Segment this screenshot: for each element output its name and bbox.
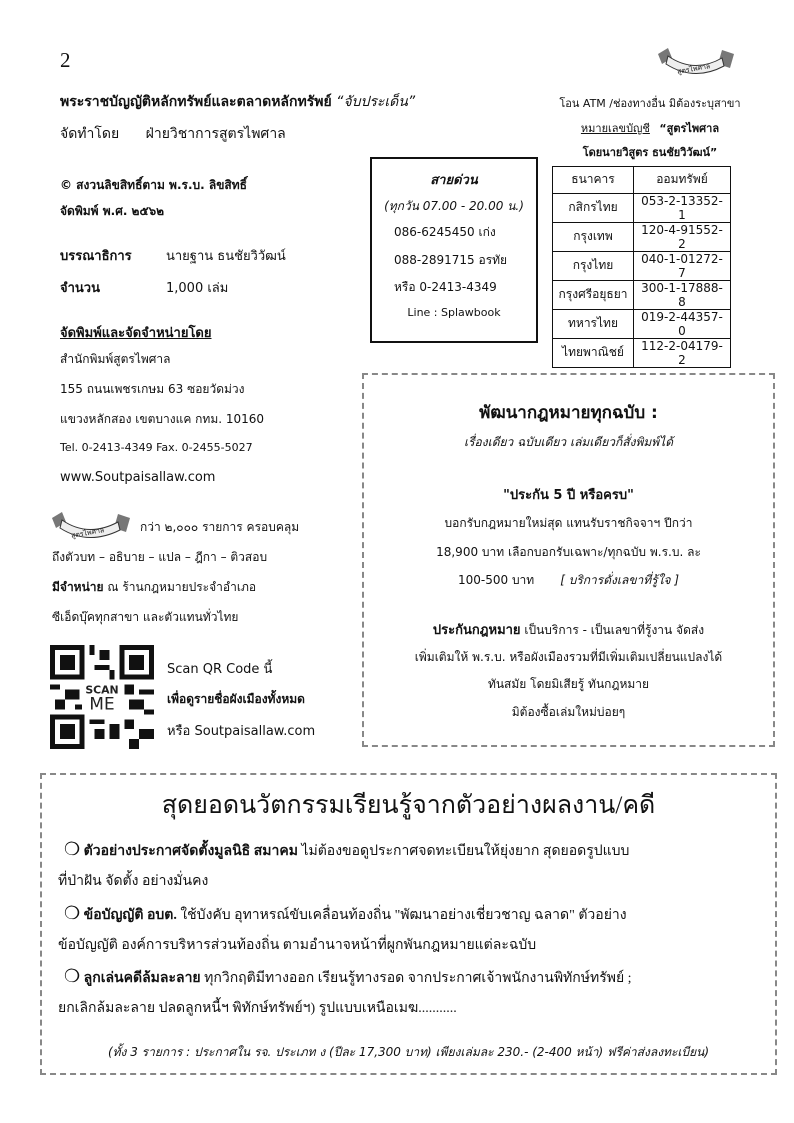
document-title (60, 91, 415, 113)
dev-p2-line-3: ทันสมัย โดยมิเสียรู้ ทันกฎหมาย (487, 677, 650, 691)
dev-p2-text: เป็นบริการ - เป็นเลขาที่รู้งาน จัดส่ง (520, 623, 705, 637)
soutpaisal-logo-icon (48, 508, 134, 542)
title-quote: “จับประเด็น” (336, 94, 416, 110)
dev-title: พัฒนากฎหมายทุกฉบับ : (479, 403, 658, 423)
dev-subtitle: เรื่องเดียว ฉบับเดียว เล่มเดียวก็สั่งพิมพ์ได้ (463, 435, 673, 449)
dev-p2-bold: ประกันกฎหมาย (432, 623, 521, 638)
promo-line-4: ซีเอ็ดบุ๊คทุกสาขา และตัวแทนทั่วไทย (52, 610, 239, 624)
table-row (553, 222, 731, 251)
bank-account-table (552, 166, 731, 368)
bank-name: กรุงศรีอยุธยา (553, 280, 634, 309)
prepared-by-value: ฝ่ายวิชาการสูตรไพศาล (145, 126, 286, 142)
item-2-cont: ข้อบัญญัติ องค์การบริหารส่วนท้องถิ่น ตามอำนาจหน้าที่ผูกพันกฎหมายแต่ละฉบับ (58, 938, 537, 953)
table-row (553, 251, 731, 280)
account-number: 300-1-17888-8 (634, 280, 731, 309)
circle-bullet-icon: ❍ (64, 966, 81, 986)
item-2-text: ใช้บังคับ อุทาหรณ์ขับเคลื่อนท้องถิ่น "พัฒนาอย่างเชี่ยวชาญ ฉลาด" ตัวอย่าง (176, 908, 627, 923)
item-1-bold: ตัวอย่างประกาศจัดตั้งมูลนิธิ สมาคม (83, 844, 298, 859)
item-1-text: ไม่ต้องขอดูประกาศจดทะเบียนให้ยุ่งยาก สุดยอดรูปแบบ (297, 844, 630, 859)
header-savings: ออมทรัพย์ (634, 167, 731, 194)
item-2 (64, 903, 627, 926)
item-1-cont: ที่ป่าฝัน จัดตั้ง อย่างมั่นคง (58, 874, 209, 889)
qr-badge-top: SCAN (85, 683, 119, 697)
account-name-1: “สูตรไพศาล (659, 122, 720, 135)
dev-service-note: [ บริการดั่งเลขาที่รู้ใจ ] (560, 573, 680, 587)
hotline-line-id: Line : Splawbook (407, 306, 501, 319)
publisher-address-1: 155 ถนนเพชรเกษม 63 ซอยวัดม่วง (60, 382, 245, 396)
qr-line-1: Scan QR Code นี้ (167, 662, 273, 677)
editor (60, 245, 286, 266)
item-3-cont: ยกเลิกล้มละลาย ปลดลูกหนี้ฯ พิทักษ์ทรัพย์ฯ) รูปแบบเหนือเมฆ........... (58, 1001, 457, 1016)
dev-p1-line-1: บอกรับกฎหมายใหม่สุด แทนรับราชกิจจาฯ ปีกว่า (444, 516, 693, 530)
quantity-label: จำนวน (60, 281, 100, 296)
header-bank: ธนาคาร (553, 167, 634, 194)
item-2-bold: ข้อบัญญัติ อบต. (83, 908, 177, 923)
promo-line-2: ถึงตัวบท – อธิบาย – แปล – ฎีกา – ติวสอบ (52, 550, 268, 564)
editor-name: นายฐาน ธนชัยวิวัฒน์ (166, 249, 286, 264)
quantity-value: 1,000 เล่ม (166, 281, 229, 296)
account-number: 040-1-01272-7 (634, 251, 731, 280)
editor-label: บรรณาธิการ (60, 249, 132, 264)
innovation-box (40, 773, 777, 1075)
hotline-phone-3: หรือ 0-2413-4349 (394, 280, 497, 294)
transfer-note: โอน ATM /ช่องทางอื่น มิต้องระบุสาขา (559, 97, 741, 110)
promo-line-3-bold: มีจำหน่าย (52, 580, 104, 594)
bank-name: ทหารไทย (553, 309, 634, 338)
publisher-website[interactable]: www.Soutpaisallaw.com (60, 470, 216, 485)
promo-line-3 (52, 578, 256, 597)
print-year: จัดพิมพ์ พ.ศ. ๒๕๖๒ (60, 204, 165, 218)
bank-name: กรุงไทย (553, 251, 634, 280)
quantity (60, 277, 228, 298)
item-3 (64, 966, 632, 989)
page-number: 2 (60, 48, 71, 72)
bank-name: กสิกรไทย (553, 193, 634, 222)
soutpaisal-logo-top-icon (654, 44, 738, 80)
item-3-text: ทุกวิกฤติมีทางออก เรียนรู้ทางรอด จากประกาศเจ้าพนักงานพิทักษ์ทรัพย์ ; (200, 971, 632, 986)
qr-code[interactable] (50, 645, 154, 749)
circle-bullet-icon: ❍ (64, 903, 81, 923)
item-1 (64, 839, 629, 862)
qr-line-2: เพื่อดูรายชื่อผังเมืองทั้งหมด (167, 692, 305, 706)
innovation-footer: (ทั้ง 3 รายการ : ประกาศใน รจ. ประเภท ง (ปีละ 17,300 บาท) เพียงเล่มละ 230.- (2-400 หน้า) ฟรีค่าส่งลงทะเบียน) (107, 1045, 710, 1059)
publisher-phone: Tel. 0-2413-4349 Fax. 0-2455-5027 (60, 441, 253, 454)
logo-top-text: สูตรไพศาล (676, 62, 711, 76)
hotline-phone-1: 086-6245450 เก่ง (394, 225, 496, 239)
account-name-2: โดยนายวิสูตร ธนชัยวิวัฒน์” (582, 146, 718, 159)
table-row (553, 309, 731, 338)
bank-name: กรุงเทพ (553, 222, 634, 251)
law-development-box (362, 373, 775, 747)
dev-p2-line-4: มิต้องซื้อเล่มใหม่บ่อยๆ (511, 705, 626, 719)
account-number: 120-4-91552-2 (634, 222, 731, 251)
table-header-row (553, 167, 731, 194)
circle-bullet-icon: ❍ (64, 839, 81, 859)
publisher-heading: จัดพิมพ์และจัดจำหน่ายโดย (60, 326, 212, 341)
promo-line-3-text: ณ ร้านกฎหมายประจำอำเภอ (103, 580, 257, 594)
copyright: © สงวนลิขสิทธิ์ตาม พ.ร.บ. ลิขสิทธิ์ (60, 178, 247, 192)
account-number: 019-2-44357-0 (634, 309, 731, 338)
prepared-by (60, 123, 286, 145)
title-text: พระราชบัญญัติหลักทรัพย์และตลาดหลักทรัพย์ (60, 94, 332, 110)
promo-line-1: กว่า ๒,๐๐๐ รายการ ครอบคลุม (140, 520, 300, 534)
innovation-title: สุดยอดนวัตกรรมเรียนรู้จากตัวอย่างผลงาน/คดี (161, 792, 656, 819)
publisher-name: สำนักพิมพ์สูตรไพศาล (60, 352, 171, 366)
table-row (553, 338, 731, 367)
item-3-bold: ลูกเล่นคดีล้มละลาย (83, 971, 201, 986)
prepared-by-label: จัดทำโดย (60, 126, 120, 142)
dev-p2-line-2: เพิ่มเติมให้ พ.ร.บ. หรือผังเมืองรวมที่มีเพิ่มเติมเปลี่ยนแปลงได้ (414, 650, 723, 664)
qr-line-3[interactable]: หรือ Soutpaisallaw.com (167, 724, 316, 739)
hotline-box (370, 157, 538, 343)
account-label-line (540, 119, 760, 137)
hotline-hours: (ทุกวัน 07.00 - 20.00 น.) (384, 199, 524, 213)
account-label: หมายเลขบัญชี (580, 122, 650, 135)
table-row (553, 193, 731, 222)
bank-name: ไทยพาณิชย์ (553, 338, 634, 367)
dev-p1-line-2: 18,900 บาท เลือกบอกรับเฉพาะ/ทุกฉบับ พ.ร.บ. ละ (436, 545, 701, 559)
hotline-phone-2: 088-2891715 อรทัย (394, 253, 508, 267)
dev-price: 100-500 บาท (457, 573, 535, 587)
publisher-address-2: แขวงหลักสอง เขตบางแค กทม. 10160 (60, 412, 265, 426)
dev-p1-line-3 (364, 571, 773, 590)
qr-badge-bottom: ME (89, 693, 115, 714)
logo-text: สูตรไพศาล (70, 526, 105, 540)
dev-p2-line-1 (364, 619, 773, 640)
table-row (553, 280, 731, 309)
account-number: 112-2-04179-2 (634, 338, 731, 367)
account-number: 053-2-13352-1 (634, 193, 731, 222)
dev-guarantee: "ประกัน 5 ปี หรือครบ" (503, 488, 634, 503)
hotline-title: สายด่วน (430, 173, 478, 188)
